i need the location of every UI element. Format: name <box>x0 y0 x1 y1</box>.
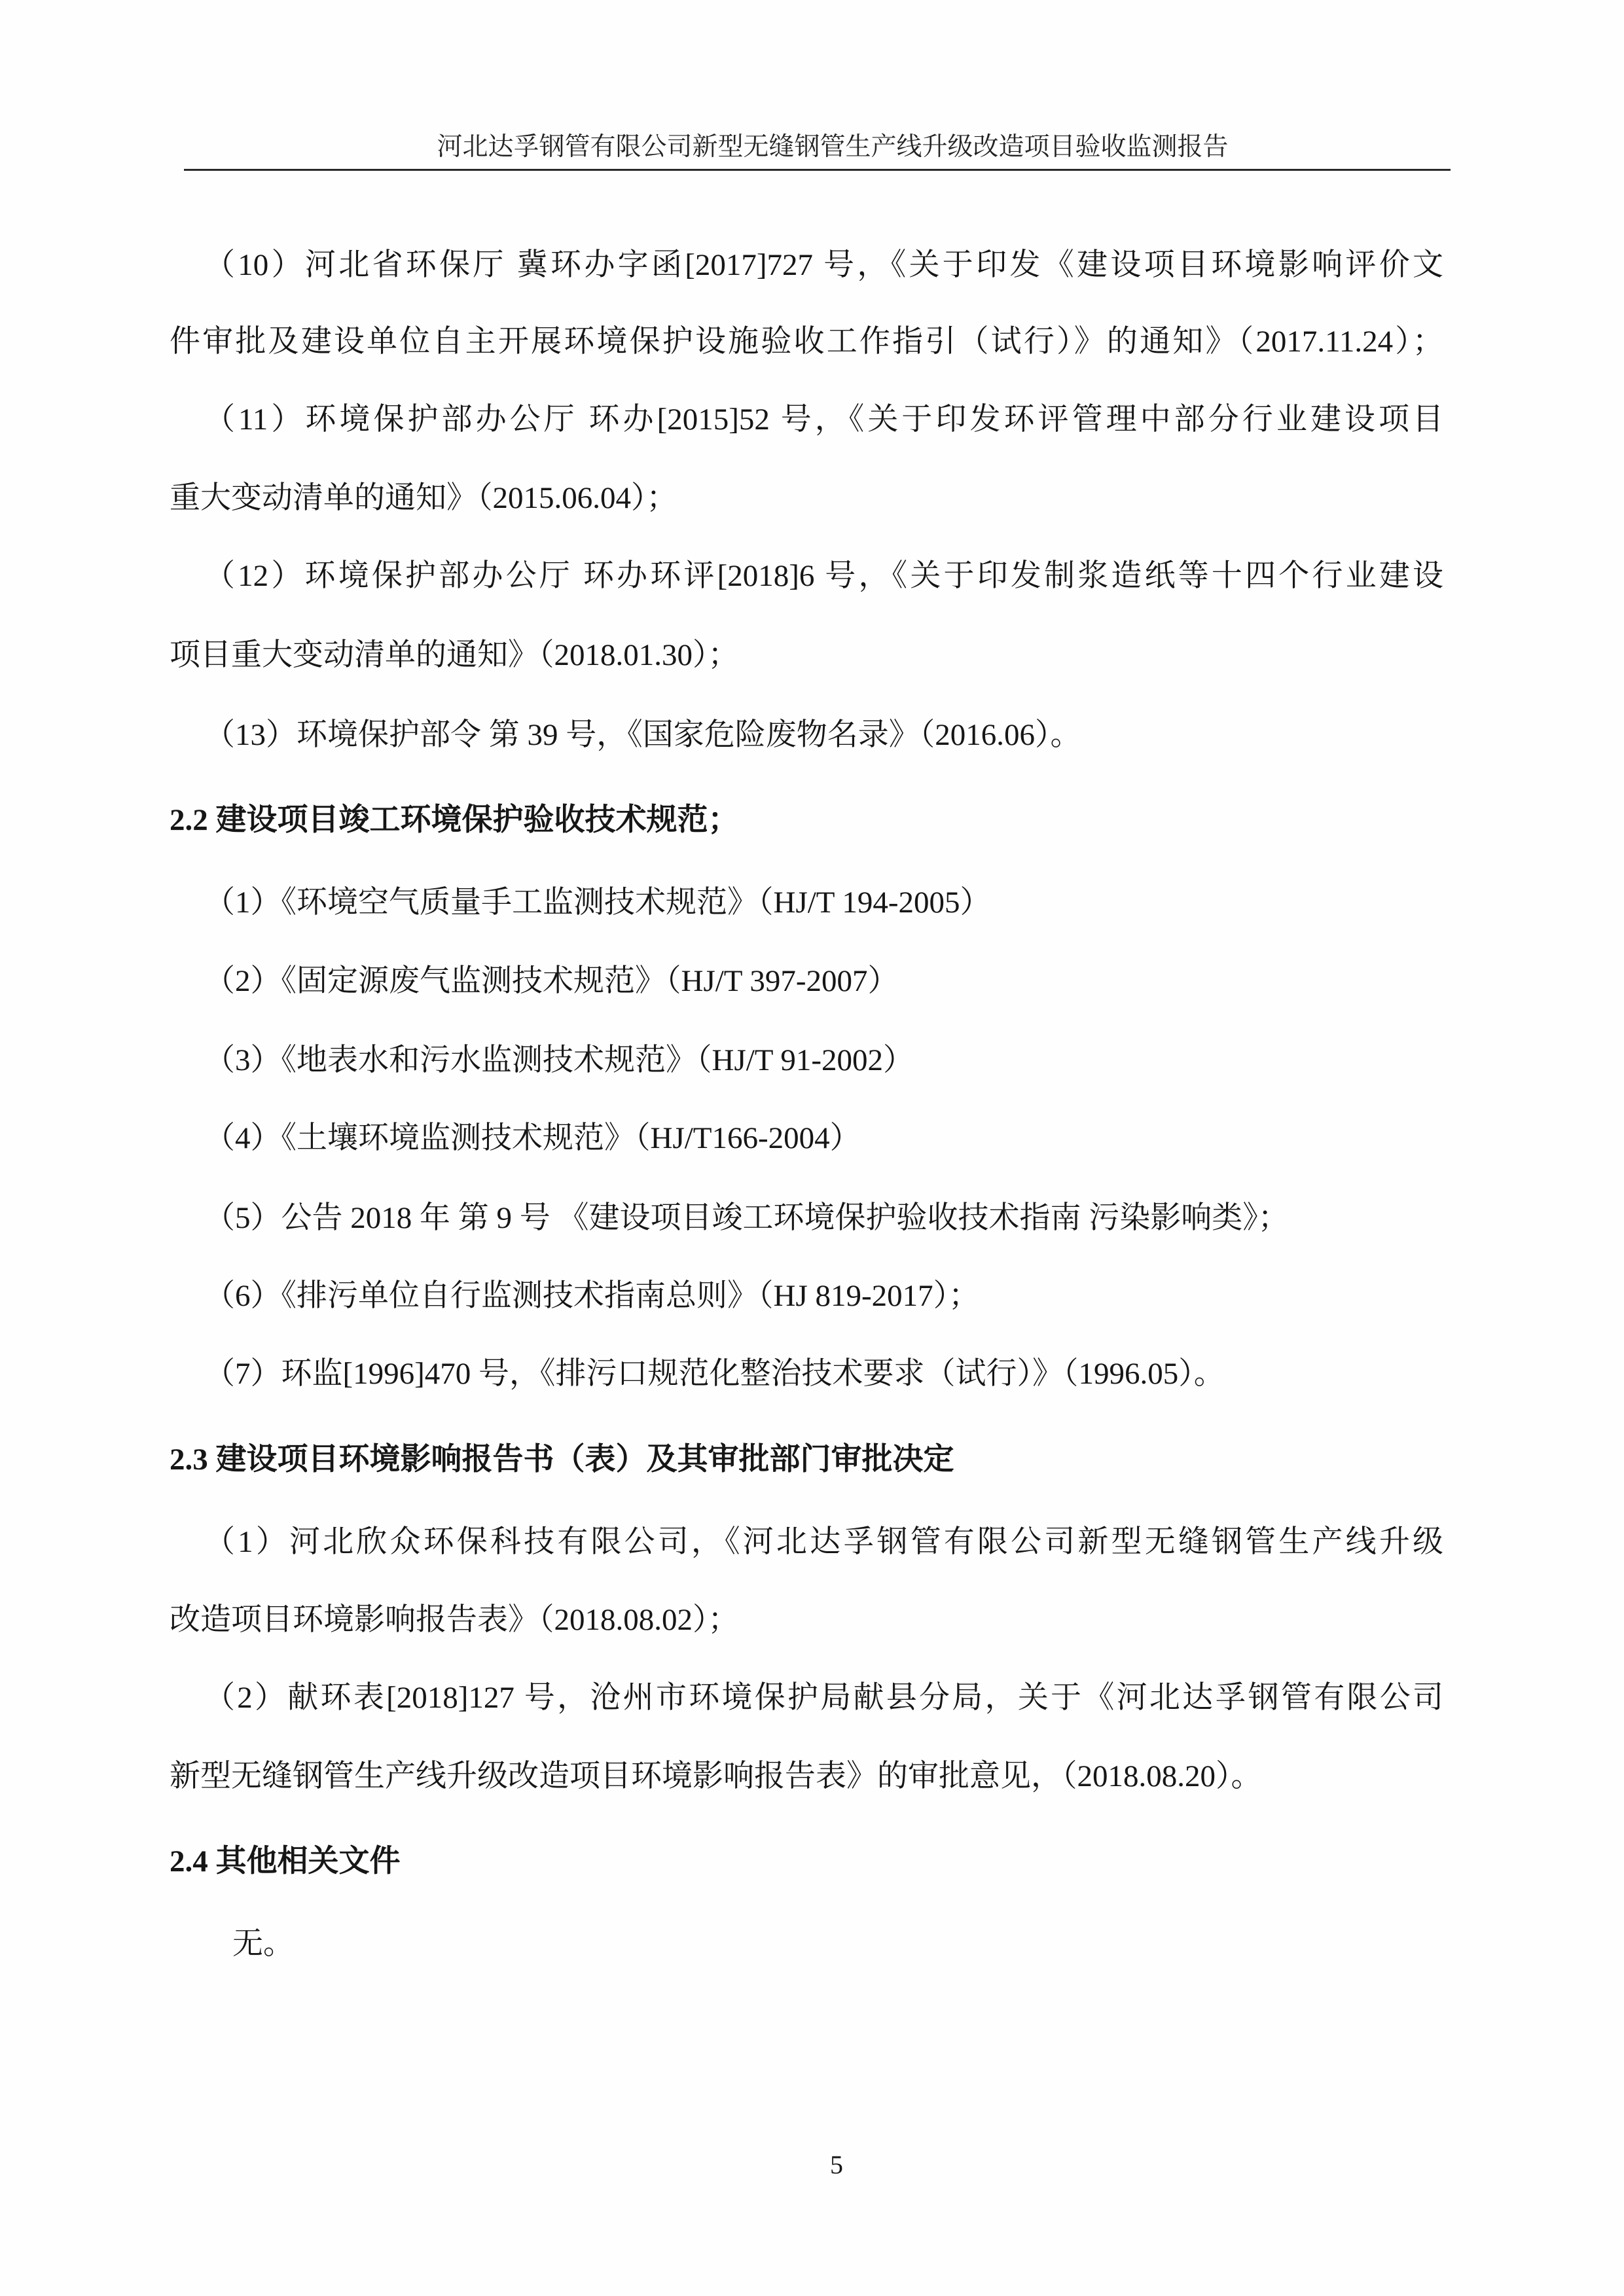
section-body: 无。 <box>232 1927 294 1961</box>
regulation-line: 重大变动清单的通知》（2015.06.04）； <box>170 481 677 515</box>
running-header-title: 河北达孚钢管有限公司新型无缝钢管生产线升级改造项目验收监测报告 <box>437 133 1229 161</box>
regulation-line: 项目重大变动清单的通知》（2018.01.30）； <box>170 638 739 672</box>
section-heading: 2.3 建设项目环境影响报告书（表）及其审批部门审批决定 <box>170 1443 954 1477</box>
regulation-line: （13）环境保护部令 第 39 号，《国家危险废物名录》（2016.06）。 <box>204 718 1081 752</box>
section-heading: 2.2 建设项目竣工环境保护验收技术规范； <box>170 803 739 837</box>
regulation-line: （12）环境保护部办公厅 环办环评[2018]6 号，《关于印发制浆造纸等十四个行业建设 <box>204 559 1443 593</box>
standard-item: （1）《环境空气质量手工监测技术规范》（HJ/T 194-2005） <box>204 886 991 920</box>
regulation-line: 件审批及建设单位自主开展环境保护设施验收工作指引（试行）》的通知》（2017.11.24）； <box>170 325 1443 359</box>
approval-document-line: 新型无缝钢管生产线升级改造项目环境影响报告表》的审批意见，（2018.08.20）。 <box>170 1759 1262 1793</box>
approval-document-line: （2）献环表[2018]127 号，沧州市环境保护局献县分局，关于《河北达孚钢管有限公司 <box>204 1681 1443 1715</box>
page-number: 5 <box>830 2150 843 2179</box>
standard-item: （4）《土壤环境监测技术规范》（HJ/T166-2004） <box>204 1121 861 1155</box>
standard-item: （3）《地表水和污水监测技术规范》（HJ/T 91-2002） <box>204 1043 914 1077</box>
standard-item: （2）《固定源废气监测技术规范》（HJ/T 397-2007） <box>204 964 899 998</box>
regulation-line: （11）环境保护部办公厅 环办[2015]52 号，《关于印发环评管理中部分行业建设项目 <box>204 403 1443 437</box>
approval-document-line: （1）河北欣众环保科技有限公司，《河北达孚钢管有限公司新型无缝钢管生产线升级 <box>204 1525 1443 1559</box>
header-rule <box>184 169 1451 171</box>
standard-item: （5）公告 2018 年 第 9 号 《建设项目竣工环境保护验收技术指南 污染影响类》； <box>204 1201 1289 1235</box>
standard-item: （7）环监[1996]470 号，《排污口规范化整治技术要求（试行）》（1996.05）。 <box>204 1357 1225 1391</box>
standard-item: （6）《排污单位自行监测技术指南总则》（HJ 819-2017）； <box>204 1279 980 1313</box>
regulation-line: （10）河北省环保厅 冀环办字函[2017]727 号，《关于印发《建设项目环境影响评价文 <box>204 248 1443 282</box>
section-heading: 2.4 其他相关文件 <box>170 1844 401 1878</box>
approval-document-line: 改造项目环境影响报告表》（2018.08.02）； <box>170 1603 739 1637</box>
